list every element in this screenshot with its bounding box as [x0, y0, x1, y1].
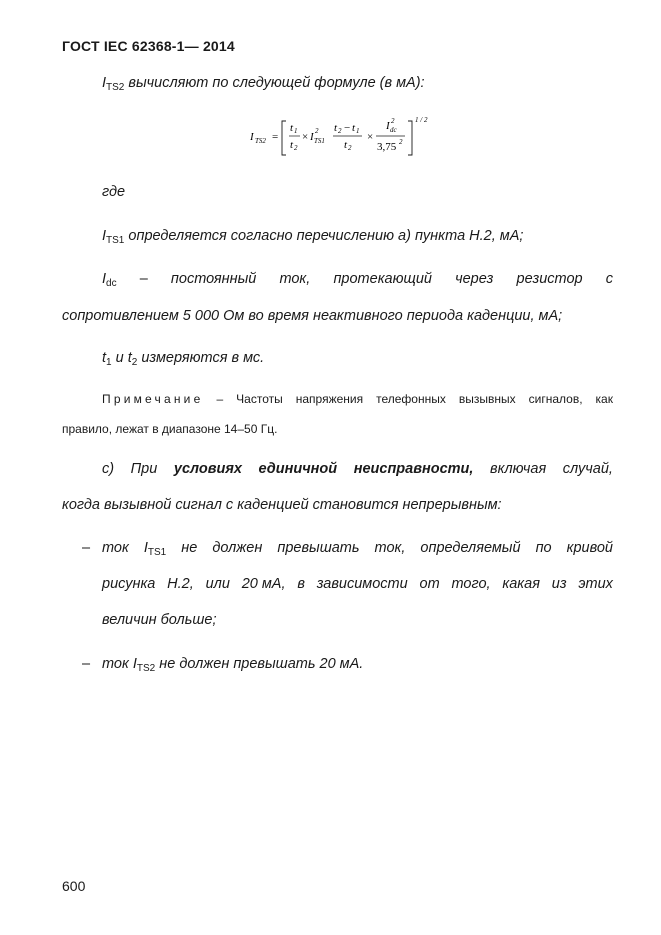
svg-text:2: 2: [338, 127, 342, 135]
condition-c-line1: c) При условиях единичной неисправности, включая случай,: [102, 461, 613, 477]
svg-text:dc: dc: [390, 126, 397, 134]
formula: [248, 112, 433, 162]
item1-line2: рисунка Н.2, или 20 мА, в зависимости от того, какая из этих: [102, 576, 613, 592]
idc-definition-line2: сопротивлением 5 000 Ом во время неактивного периода каденции, мА;: [62, 308, 563, 324]
note-line1: Примечание – Частоты напряжения телефонных вызывных сигналов, как: [102, 392, 613, 406]
list-dash-1: –: [82, 540, 91, 556]
svg-text:2: 2: [391, 117, 395, 125]
svg-text:×: ×: [367, 131, 374, 143]
note-label: Примечание: [102, 392, 204, 406]
svg-text:2: 2: [348, 144, 352, 152]
time-definition: $t_1$ и $t_2$ измеряются в мс.: [102, 350, 265, 368]
formula-eq: =: [272, 131, 279, 143]
formula-t1: t: [290, 122, 294, 134]
right-bracket: [408, 121, 412, 155]
formula-lhs-sub: TS2: [255, 137, 266, 145]
formula-its1: I: [310, 131, 314, 143]
svg-text:−: −: [344, 122, 351, 134]
svg-text:1: 1: [356, 127, 360, 135]
svg-text:×: ×: [302, 131, 309, 143]
formula-intro: [102, 75, 425, 91]
svg-text:2: 2: [315, 127, 319, 135]
svg-text:t: t: [352, 122, 356, 134]
svg-text:t: t: [344, 139, 348, 151]
condition-c-line2: когда вызывной сигнал с каденцией становится непрерывным:: [62, 497, 502, 513]
note-line2: правило, лежат в диапазоне 14–50 Гц.: [62, 422, 278, 436]
formula-lhs: I: [250, 131, 254, 143]
svg-text:2: 2: [399, 138, 403, 146]
svg-text:t: t: [334, 122, 338, 134]
item2-text: ток $I_{TS2}$ не должен превышать 20 мА.: [102, 656, 364, 674]
svg-text:1: 1: [294, 127, 298, 135]
formula-t2: t: [290, 139, 294, 151]
current-symbol: I: [102, 75, 107, 91]
formula-intro-text: вычисляют по следующей формуле (в мА):: [124, 75, 425, 91]
list-dash-2: –: [82, 656, 91, 672]
document-header: ГОСТ IEC 62368-1— 2014: [62, 38, 235, 54]
current-subscript: TS2: [106, 82, 125, 93]
formula-denominator: 3,75: [377, 141, 397, 153]
svg-text:2: 2: [294, 144, 298, 152]
left-bracket: [282, 121, 286, 155]
its1-definition: $I_{TS1}$ определяется согласно перечислению а) пункта Н.2, мА;: [102, 228, 524, 246]
where-label: где: [102, 184, 126, 200]
idc-definition-line1: $I_{dc}$ – постоянный ток, протекающий через резистор с: [102, 271, 613, 289]
item1-line1: ток $I_{TS1}$ не должен превышать ток, определяемый по кривой: [102, 540, 613, 558]
page-number: 600: [62, 878, 86, 894]
item1-line3: величин больше;: [102, 612, 217, 628]
formula-exponent: 1 / 2: [415, 116, 428, 124]
svg-text:TS1: TS1: [314, 137, 325, 145]
formula-idc: I: [386, 120, 390, 132]
